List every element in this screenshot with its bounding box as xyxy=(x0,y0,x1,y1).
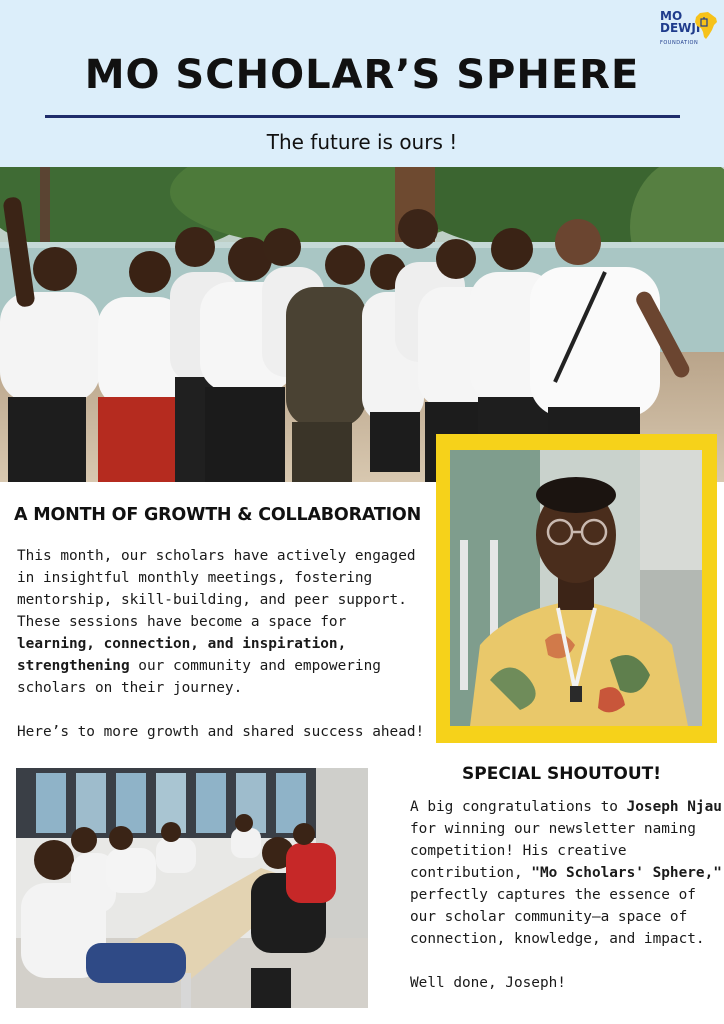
growth-text-1: This month, our scholars have actively engaged in insightful monthly meetings, fostering mentorship, skill-building, and peer support. These sessions have become a space for xyxy=(17,548,416,630)
growth-bold-1: learning, connection, and inspiration, xyxy=(17,636,347,652)
meeting-photo xyxy=(16,768,368,1008)
growth-body xyxy=(17,545,427,743)
logo-line-2: DEWJI xyxy=(660,21,701,35)
africa-map-icon xyxy=(694,12,718,40)
portrait-photo xyxy=(450,450,702,726)
newsletter-name-quote: "Mo Scholars' Sphere," xyxy=(531,865,722,881)
growth-text-2: our community and empowering scholars on their journey. xyxy=(17,658,381,696)
growth-paragraph-1 xyxy=(17,545,427,699)
growth-paragraph-2: Here’s to more growth and shared success ahead! xyxy=(17,724,425,740)
logo-line-1: MO xyxy=(660,9,683,23)
growth-heading: A MONTH OF GROWTH & COLLABORATION xyxy=(14,505,422,525)
page-subtitle: The future is ours ! xyxy=(266,130,458,154)
title-divider xyxy=(45,115,680,118)
shoutout-text-1: A big congratulations to xyxy=(410,799,627,815)
page-title: MO SCHOLAR’S SPHERE xyxy=(84,52,640,98)
logo-sub: FOUNDATION xyxy=(660,40,699,46)
shoutout-text-2: for winning our newsletter naming competition! His creative contribution, xyxy=(410,821,696,881)
shoutout-body xyxy=(410,796,724,994)
meeting-illustration xyxy=(16,768,368,1008)
growth-bold-2: strengthening xyxy=(17,658,130,674)
foundation-logo xyxy=(660,10,718,54)
winner-name: Joseph Njau xyxy=(626,799,722,815)
shoutout-closing: Well done, Joseph! xyxy=(410,975,566,991)
portrait-illustration xyxy=(450,450,702,726)
shoutout-heading: SPECIAL SHOUTOUT! xyxy=(462,764,661,784)
shoutout-text-3: perfectly captures the essence of our scholar community—a space of connection, knowledge, and impact. xyxy=(410,887,705,947)
header-banner xyxy=(0,0,724,167)
shoutout-paragraph xyxy=(410,796,724,950)
